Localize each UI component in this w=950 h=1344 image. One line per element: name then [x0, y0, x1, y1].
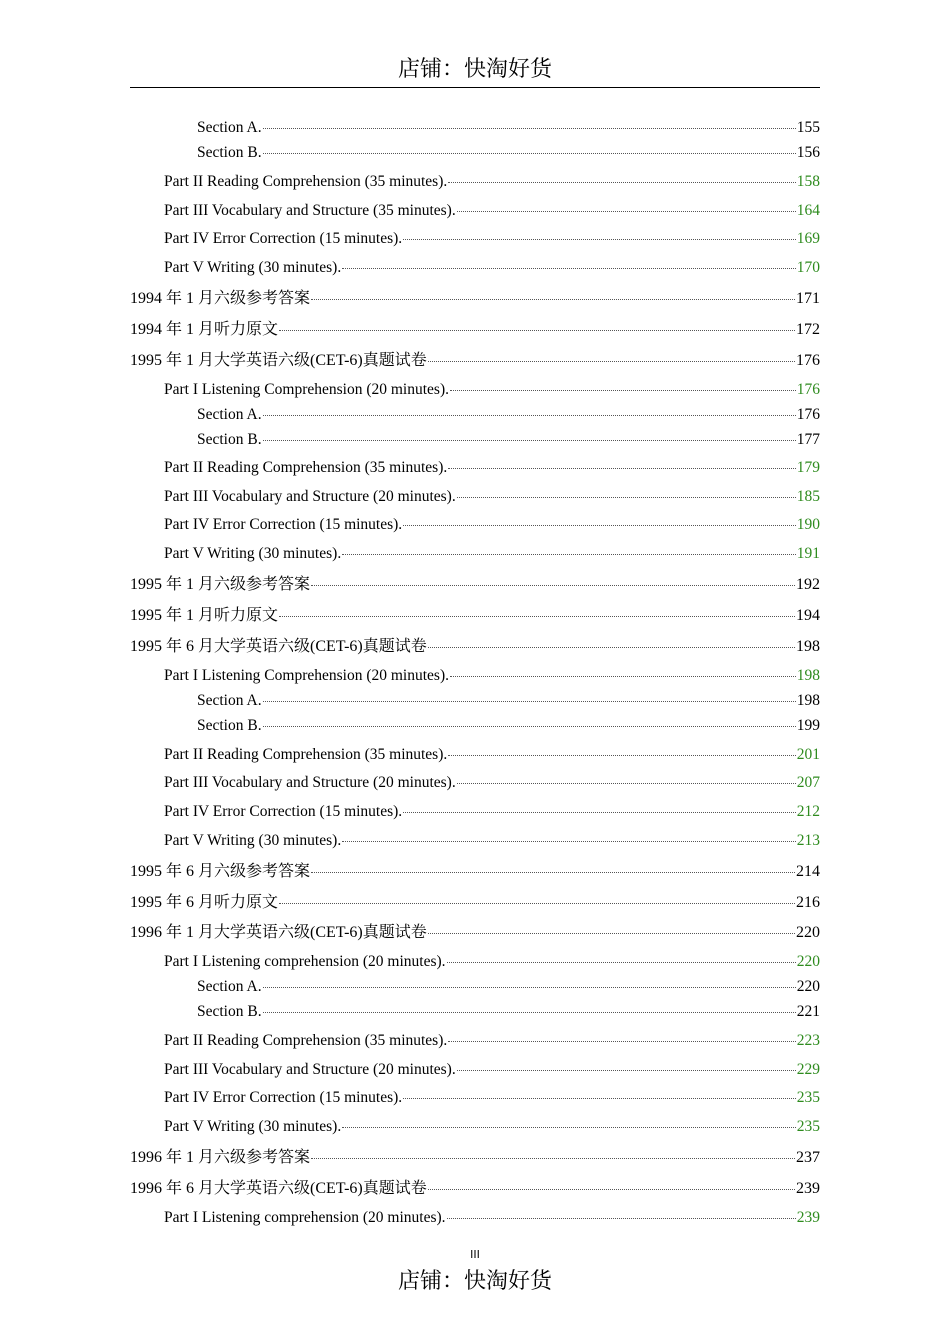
toc-entry-title: 1996 年 1 月六级参考答案 [130, 1149, 311, 1166]
toc-entry-title: Part IV Error Correction (15 minutes). [164, 1089, 403, 1106]
dot-leader [403, 525, 796, 526]
toc-entry-page: 220 [796, 953, 820, 970]
dot-leader [448, 1041, 795, 1042]
dot-leader [428, 647, 795, 648]
toc-entry-page: 194 [796, 607, 820, 624]
dot-leader [428, 361, 795, 362]
toc-entry[interactable] [164, 666, 820, 686]
toc-entry-title: Part II Reading Comprehension (35 minutes). [164, 746, 448, 763]
dot-leader [448, 755, 795, 756]
toc-entry[interactable] [197, 118, 820, 138]
toc-entry[interactable] [164, 201, 820, 221]
toc-entry[interactable] [164, 487, 820, 507]
dot-leader [342, 268, 796, 269]
toc-entry-title: Section A. [197, 692, 262, 709]
dot-leader [447, 962, 796, 963]
dot-leader [450, 390, 796, 391]
toc-entry[interactable] [164, 831, 820, 851]
toc-entry[interactable] [164, 802, 820, 822]
toc-entry[interactable] [164, 1208, 820, 1228]
toc-entry-title: 1995 年 1 月大学英语六级(CET-6)真题试卷 [130, 352, 427, 369]
dot-leader [428, 933, 795, 934]
toc-entry-page: 190 [796, 516, 820, 533]
toc-entry-page: 198 [796, 667, 820, 684]
toc-entry-page: 185 [796, 488, 820, 505]
toc-entry[interactable] [197, 691, 820, 711]
dot-leader [447, 1218, 796, 1219]
toc-entry-title: Section B. [197, 431, 262, 448]
toc-entry-title: Part III Vocabulary and Structure (20 minutes). [164, 488, 456, 505]
toc-entry[interactable] [130, 1148, 820, 1168]
toc-entry-page: 164 [796, 202, 820, 219]
dot-leader [311, 299, 795, 300]
toc-entry-page: 171 [796, 290, 820, 307]
page-header: 店铺：快淘好货 [130, 55, 820, 88]
toc-entry[interactable] [164, 1031, 820, 1051]
toc-entry-title: 1995 年 1 月听力原文 [130, 607, 279, 624]
toc-entry-title: Part V Writing (30 minutes). [164, 1118, 342, 1135]
toc-entry[interactable] [130, 575, 820, 595]
toc-entry-page: 191 [796, 545, 820, 562]
toc-entry[interactable] [197, 405, 820, 425]
dot-leader [448, 182, 795, 183]
toc-entry[interactable] [164, 515, 820, 535]
toc-entry[interactable] [164, 258, 820, 278]
toc-entry-title: 1995 年 6 月六级参考答案 [130, 863, 311, 880]
dot-leader [448, 468, 795, 469]
dot-leader [263, 128, 796, 129]
dot-leader [279, 330, 795, 331]
toc-entry-title: Part I Listening Comprehension (20 minutes). [164, 667, 449, 684]
dot-leader [279, 903, 795, 904]
toc-entry-page: 198 [796, 638, 820, 655]
dot-leader [457, 1070, 796, 1071]
toc-entry-page: 239 [796, 1209, 820, 1226]
toc-entry[interactable] [164, 380, 820, 400]
toc-entry-page: 198 [796, 692, 820, 709]
toc-entry-page: 170 [796, 259, 820, 276]
dot-leader [263, 440, 796, 441]
toc-entry[interactable] [197, 430, 820, 450]
toc-entry[interactable] [130, 606, 820, 626]
dot-leader [457, 497, 796, 498]
toc-entry[interactable] [130, 289, 820, 309]
toc-entry-page: 223 [796, 1032, 820, 1049]
toc-entry-page: 158 [796, 173, 820, 190]
toc-entry[interactable] [164, 745, 820, 765]
toc-entry-title: Part I Listening Comprehension (20 minutes). [164, 381, 449, 398]
dot-leader [263, 415, 796, 416]
toc-entry-page: 229 [796, 1061, 820, 1078]
toc-entry-page: 216 [796, 894, 820, 911]
dot-leader [457, 211, 796, 212]
toc-entry-title: 1996 年 6 月大学英语六级(CET-6)真题试卷 [130, 1180, 427, 1197]
toc-entry-page: 235 [796, 1089, 820, 1106]
toc-entry-page: 220 [796, 978, 820, 995]
toc-entry-page: 239 [796, 1180, 820, 1197]
toc-entry-title: Part II Reading Comprehension (35 minutes). [164, 1032, 448, 1049]
dot-leader [263, 153, 796, 154]
toc-entry-title: Part IV Error Correction (15 minutes). [164, 230, 403, 247]
toc-entry[interactable] [197, 716, 820, 736]
toc-entry-page: 155 [796, 119, 820, 136]
toc-entry-page: 179 [796, 459, 820, 476]
dot-leader [342, 1127, 796, 1128]
toc-entry-title: Part IV Error Correction (15 minutes). [164, 803, 403, 820]
toc-entry-page: 207 [796, 774, 820, 791]
toc-entry-title: Part II Reading Comprehension (35 minutes). [164, 173, 448, 190]
toc-entry-page: 213 [796, 832, 820, 849]
dot-leader [263, 987, 796, 988]
toc-entry[interactable] [164, 172, 820, 192]
toc-entry-title: Section B. [197, 1003, 262, 1020]
toc-entry[interactable] [197, 1002, 820, 1022]
toc-entry-title: Section A. [197, 406, 262, 423]
dot-leader [311, 872, 795, 873]
toc-entry-page: 177 [796, 431, 820, 448]
toc-entry-page: 237 [796, 1149, 820, 1166]
toc-entry[interactable] [197, 143, 820, 163]
toc-entry-page: 172 [796, 321, 820, 338]
toc-entry-title: Section A. [197, 978, 262, 995]
toc-entry-page: 156 [796, 144, 820, 161]
toc-entry[interactable] [164, 1117, 820, 1137]
toc-entry[interactable] [164, 544, 820, 564]
toc-entry-title: Section B. [197, 144, 262, 161]
dot-leader [263, 701, 796, 702]
toc-entry[interactable] [130, 320, 820, 340]
toc-entry-title: Part V Writing (30 minutes). [164, 259, 342, 276]
toc-entry-page: 176 [796, 381, 820, 398]
toc-entry-title: Part V Writing (30 minutes). [164, 832, 342, 849]
toc-entry[interactable] [164, 952, 820, 972]
toc-entry-title: Section A. [197, 119, 262, 136]
dot-leader [428, 1189, 795, 1190]
dot-leader [342, 841, 796, 842]
toc-entry[interactable] [130, 637, 820, 657]
toc-entry-page: 235 [796, 1118, 820, 1135]
toc-entry-title: Section B. [197, 717, 262, 734]
dot-leader [263, 726, 796, 727]
dot-leader [342, 554, 796, 555]
page-number: III [470, 1248, 480, 1261]
toc-entry-title: Part III Vocabulary and Structure (20 minutes). [164, 1061, 456, 1078]
toc-entry-page: 176 [796, 352, 820, 369]
toc-entry-title: 1994 年 1 月六级参考答案 [130, 290, 311, 307]
toc-entry-page: 169 [796, 230, 820, 247]
toc-entry[interactable] [130, 923, 820, 943]
toc-entry-page: 221 [796, 1003, 820, 1020]
toc-entry-title: Part I Listening comprehension (20 minutes). [164, 953, 446, 970]
toc-entry[interactable] [164, 458, 820, 478]
toc-entry-title: Part III Vocabulary and Structure (35 minutes). [164, 202, 456, 219]
toc-entry[interactable] [164, 1088, 820, 1108]
toc-entry-page: 201 [796, 746, 820, 763]
dot-leader [403, 1098, 796, 1099]
toc-entry-title: 1994 年 1 月听力原文 [130, 321, 279, 338]
toc-entry-page: 176 [796, 406, 820, 423]
toc-entry-title: Part V Writing (30 minutes). [164, 545, 342, 562]
dot-leader [279, 616, 795, 617]
toc-entry-title: 1996 年 1 月大学英语六级(CET-6)真题试卷 [130, 924, 427, 941]
toc-entry-page: 212 [796, 803, 820, 820]
toc-entry[interactable] [164, 229, 820, 249]
dot-leader [457, 783, 796, 784]
dot-leader [263, 1012, 796, 1013]
toc-entry-title: Part II Reading Comprehension (35 minutes). [164, 459, 448, 476]
dot-leader [403, 812, 796, 813]
toc-entry[interactable] [130, 893, 820, 913]
dot-leader [311, 1158, 795, 1159]
toc-entry-title: 1995 年 1 月六级参考答案 [130, 576, 311, 593]
toc-entry-page: 199 [796, 717, 820, 734]
toc-entry-page: 192 [796, 576, 820, 593]
dot-leader [403, 239, 796, 240]
dot-leader [450, 676, 796, 677]
toc-entry[interactable] [164, 773, 820, 793]
toc-entry-title: 1995 年 6 月听力原文 [130, 894, 279, 911]
toc-entry[interactable] [130, 1179, 820, 1199]
toc-entry-title: Part IV Error Correction (15 minutes). [164, 516, 403, 533]
toc-entry-page: 214 [796, 863, 820, 880]
toc-entry[interactable] [130, 862, 820, 882]
toc-entry[interactable] [164, 1060, 820, 1080]
page-footer: 店铺：快淘好货 [397, 1269, 552, 1294]
toc-entry-title: Part III Vocabulary and Structure (20 minutes). [164, 774, 456, 791]
toc-entry[interactable] [130, 351, 820, 371]
dot-leader [311, 585, 795, 586]
toc-entry-page: 220 [796, 924, 820, 941]
toc-entry-title: Part I Listening comprehension (20 minutes). [164, 1209, 446, 1226]
toc-entry-title: 1995 年 6 月大学英语六级(CET-6)真题试卷 [130, 638, 427, 655]
toc-entry[interactable] [197, 977, 820, 997]
